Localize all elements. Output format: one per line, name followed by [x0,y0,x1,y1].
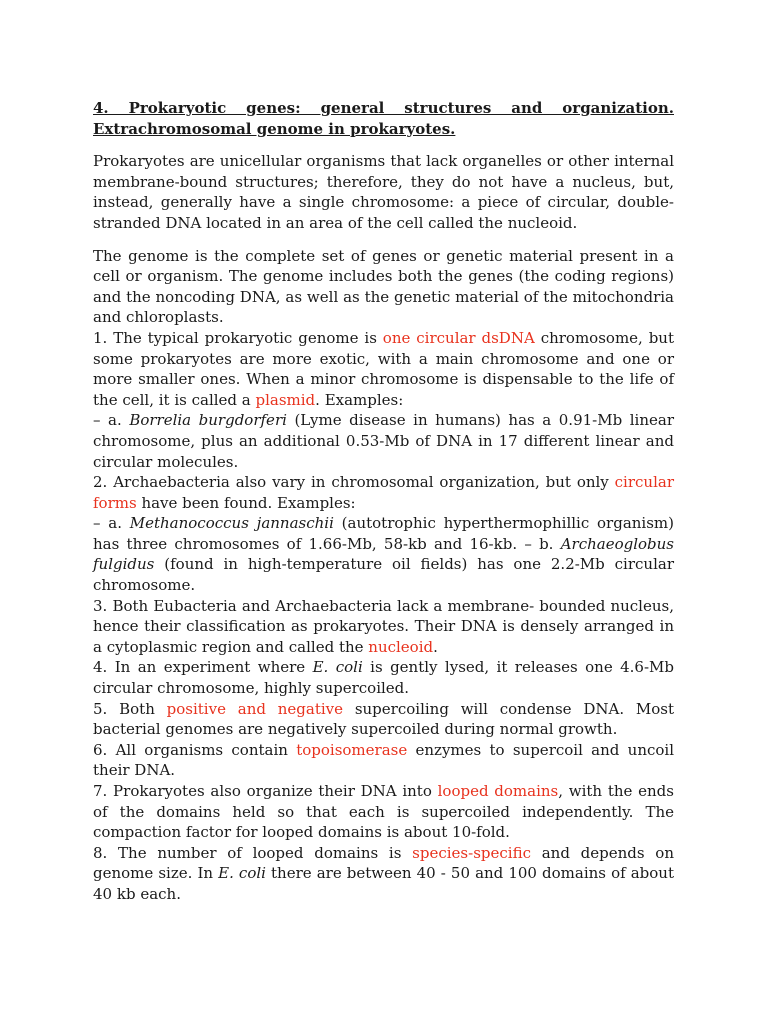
highlight-nucleoid: nucleoid [368,637,434,656]
highlight-looped-domains: looped domains [437,782,559,800]
list-item-1 [93,328,674,410]
highlight-one-circular-dsdna: one circular dsDNA [382,328,535,347]
example-2-text-rest: (found in high-temperature oil fields) has one 2.2-Mb circular chromosome. [93,555,674,595]
item-6-text-b: enzymes to supercoil and uncoil their DNA. [93,740,675,780]
item-5-text-b: supercoiling will condense DNA. Most bacterial genomes are negatively supercoiled during normal growth. [93,699,675,739]
species-methanococcus: Methanococcus jannaschii [129,514,334,533]
example-2-prefix: – a. [93,514,130,533]
item-1-text-c: . Examples: [315,390,404,409]
highlight-positive-and-negative: positive and negative [166,699,344,718]
species-archaeoglobus: Archaeoglobus fulgidus [93,534,674,574]
item-6-text-a: 6. All organisms contain [93,740,297,759]
item-5-text-a: 5. Both [93,699,167,718]
item-1-text-b: chromosome, but some prokaryotes are more exotic, with a main chromosome and one or more smaller ones. When a minor chromosome is dispensable to the life of the cell, it is called a [93,328,674,409]
example-2 [93,513,674,595]
species-borrelia: Borrelia burgdorferi [129,411,287,430]
item-8-text-a: 8. The number of looped domains is [93,843,413,862]
highlight-plasmid: plasmid [255,390,316,409]
example-1-text: (Lyme disease in humans) has a 0.91-Mb linear chromosome, plus an additional 0.53-Mb of DNA in 17 different linear and circular molecules. [93,411,674,471]
highlight-topoisomerase: topoisomerase [296,740,408,759]
example-2-text-mid: (autotrophic hyperthermophillic organism) has three chromosomes of 1.66-Mb, 58-kb and 16-kb. – b. [93,514,674,553]
list-item-8 [93,843,674,905]
heading-line-2: Extrachromosomal genome in prokaryotes. [93,119,456,138]
item-7-text-a: 7. Prokaryotes also organize their DNA into [93,782,438,800]
list-item-7 [93,781,674,843]
species-e-coli: E. coli [312,658,363,677]
list-item-4 [93,657,674,698]
list-item-5 [93,699,674,740]
example-1-prefix: – a. [93,411,130,430]
item-3-text-a: 3. Both Eubacteria and Archaebacteria lack a membrane- bounded nucleus, hence their classification as prokaryotes. Their DNA is densely arranged in a cytoplasmic region and called the [93,596,674,656]
highlight-species-specific: species-specific [412,843,531,862]
section-heading [93,98,674,139]
item-8-text-b: and depends on genome size. In [93,843,675,883]
list-item-3 [93,596,674,658]
intro-paragraph: Prokaryotes are unicellular organisms that lack organelles or other internal membrane-bound structures; therefore, they do not have a nucleus, but, instead, generally have a single chromosome: a piece of circular, double-stranded DNA located in an area of the cell called the nucleoid. [93,152,674,232]
item-7-text-b: , with the ends of the domains held so that each is supercoiled independently. The compaction factor for looped domains is about 10-fold. [93,782,674,842]
heading-line-1: 4. Prokaryotic genes: general structures and organization. [93,99,674,117]
item-4-text-b: is gently lysed, it releases one 4.6-Mb circular chromosome, highly supercoiled. [93,658,675,698]
item-8-text-c: there are between 40 - 50 and 100 domains of about 40 kb each. [93,864,674,903]
species-e-coli-2: E. coli [218,864,266,883]
example-1 [93,410,674,472]
list-item-6 [93,740,674,781]
genome-definition-paragraph: The genome is the complete set of genes or genetic material present in a cell or organism. The genome includes both the genes (the coding regions) and the noncoding DNA, as well as the genetic material of the mitochondria and chloroplasts. [93,246,674,327]
highlight-circular-forms: circular forms [93,473,674,512]
list-item-2 [93,472,674,513]
item-2-text-a: 2. Archaebacteria also vary in chromosomal organization, but only [93,473,615,492]
item-2-text-b: have been found. Examples: [136,493,356,512]
item-1-text-a: 1. The typical prokaryotic genome is [93,328,383,347]
item-4-text-a: 4. In an experiment where [93,658,313,677]
item-3-text-b: . [433,637,438,656]
